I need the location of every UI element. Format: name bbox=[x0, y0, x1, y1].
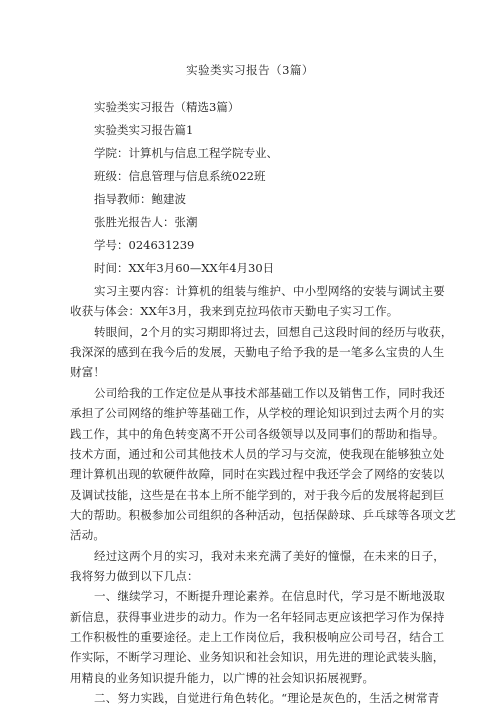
body-line: 及调试技能，这些是在书本上所不能学到的，对于我今后的发展将起到巨 bbox=[70, 487, 445, 502]
body-line: 践工作，其中的角色转变离不开公司各级领导以及同事们的帮助和指导。 bbox=[70, 426, 445, 441]
body-line: 大的帮助。积极参加公司组织的各种活动，包括保龄球、乒乓球等各项文艺 bbox=[70, 507, 457, 522]
body-line: 理计算机出现的软硬件故障，同时在实践过程中我还学会了网络的安装以 bbox=[70, 467, 445, 482]
body-line: 我深深的感到在我今后的发展，天勤电子给予我的是一笔多么宝贵的人生 bbox=[70, 345, 445, 360]
header-line: 实验类实习报告（精选3篇） bbox=[94, 100, 240, 114]
header-line: 指导教师：鲍建波 bbox=[94, 192, 186, 206]
body-line: 新信息，获得事业进步的动力。作为一名年轻同志更应该把学习作为保持 bbox=[70, 609, 445, 624]
header-line: 实验类实习报告篇1 bbox=[94, 123, 194, 137]
body-line: 活动。 bbox=[70, 528, 106, 543]
document-title: 实验类实习报告（3篇） bbox=[186, 63, 314, 77]
body-line: 作实际，不断学习理论、业务知识和社会知识，用先进的理论武装头脑， bbox=[70, 650, 445, 665]
body-line: 二、努力实践，自觉进行角色转化。“理论是灰色的，生活之树常青 bbox=[94, 691, 440, 705]
header-line: 学院：计算机与信息工程学院专业、 bbox=[94, 146, 278, 160]
header-line: 班级：信息管理与信息系统022班 bbox=[94, 169, 266, 183]
body-line: 我将努力做到以下几点： bbox=[70, 568, 199, 583]
body-line: 承担了公司网络的维护等基础工作，从学校的理论知识到过去两个月的实 bbox=[70, 406, 445, 421]
header-line: 时间：XX年3月60—XX年4月30日 bbox=[94, 261, 275, 275]
body-line: 用精良的业务知识提升能力，以广博的社会知识拓展视野。 bbox=[70, 670, 375, 685]
body-line: 财富！ bbox=[70, 365, 106, 380]
body-line: 公司给我的工作定位是从事技术部基础工作以及销售工作，同时我还 bbox=[94, 385, 445, 400]
body-line: 技术方面，通过和公司其他技术人员的学习与交流，使我现在能够独立处 bbox=[70, 446, 445, 461]
header-line: 张胜光报告人：张潮 bbox=[94, 215, 198, 229]
body-line: 实习主要内容：计算机的组装与维护、中小型网络的安装与调试主要 bbox=[94, 284, 445, 298]
header-line: 学号：024631239 bbox=[94, 238, 195, 252]
body-line: 转眼间，2个月的实习期即将过去，回想自己这段时间的经历与收获， bbox=[94, 324, 453, 339]
body-line: 一、继续学习，不断提升理论素养。在信息时代，学习是不断地汲取 bbox=[94, 589, 445, 604]
body-line: 经过这两个月的实习，我对未来充满了美好的憧憬，在未来的日子， bbox=[94, 548, 445, 563]
body-line: 收获与体会：XX年3月，我来到克拉玛依市天勤电子实习工作。 bbox=[70, 304, 399, 319]
body-line: 工作积极性的重要途径。走上工作岗位后，我积极响应公司号召，结合工 bbox=[70, 630, 445, 644]
